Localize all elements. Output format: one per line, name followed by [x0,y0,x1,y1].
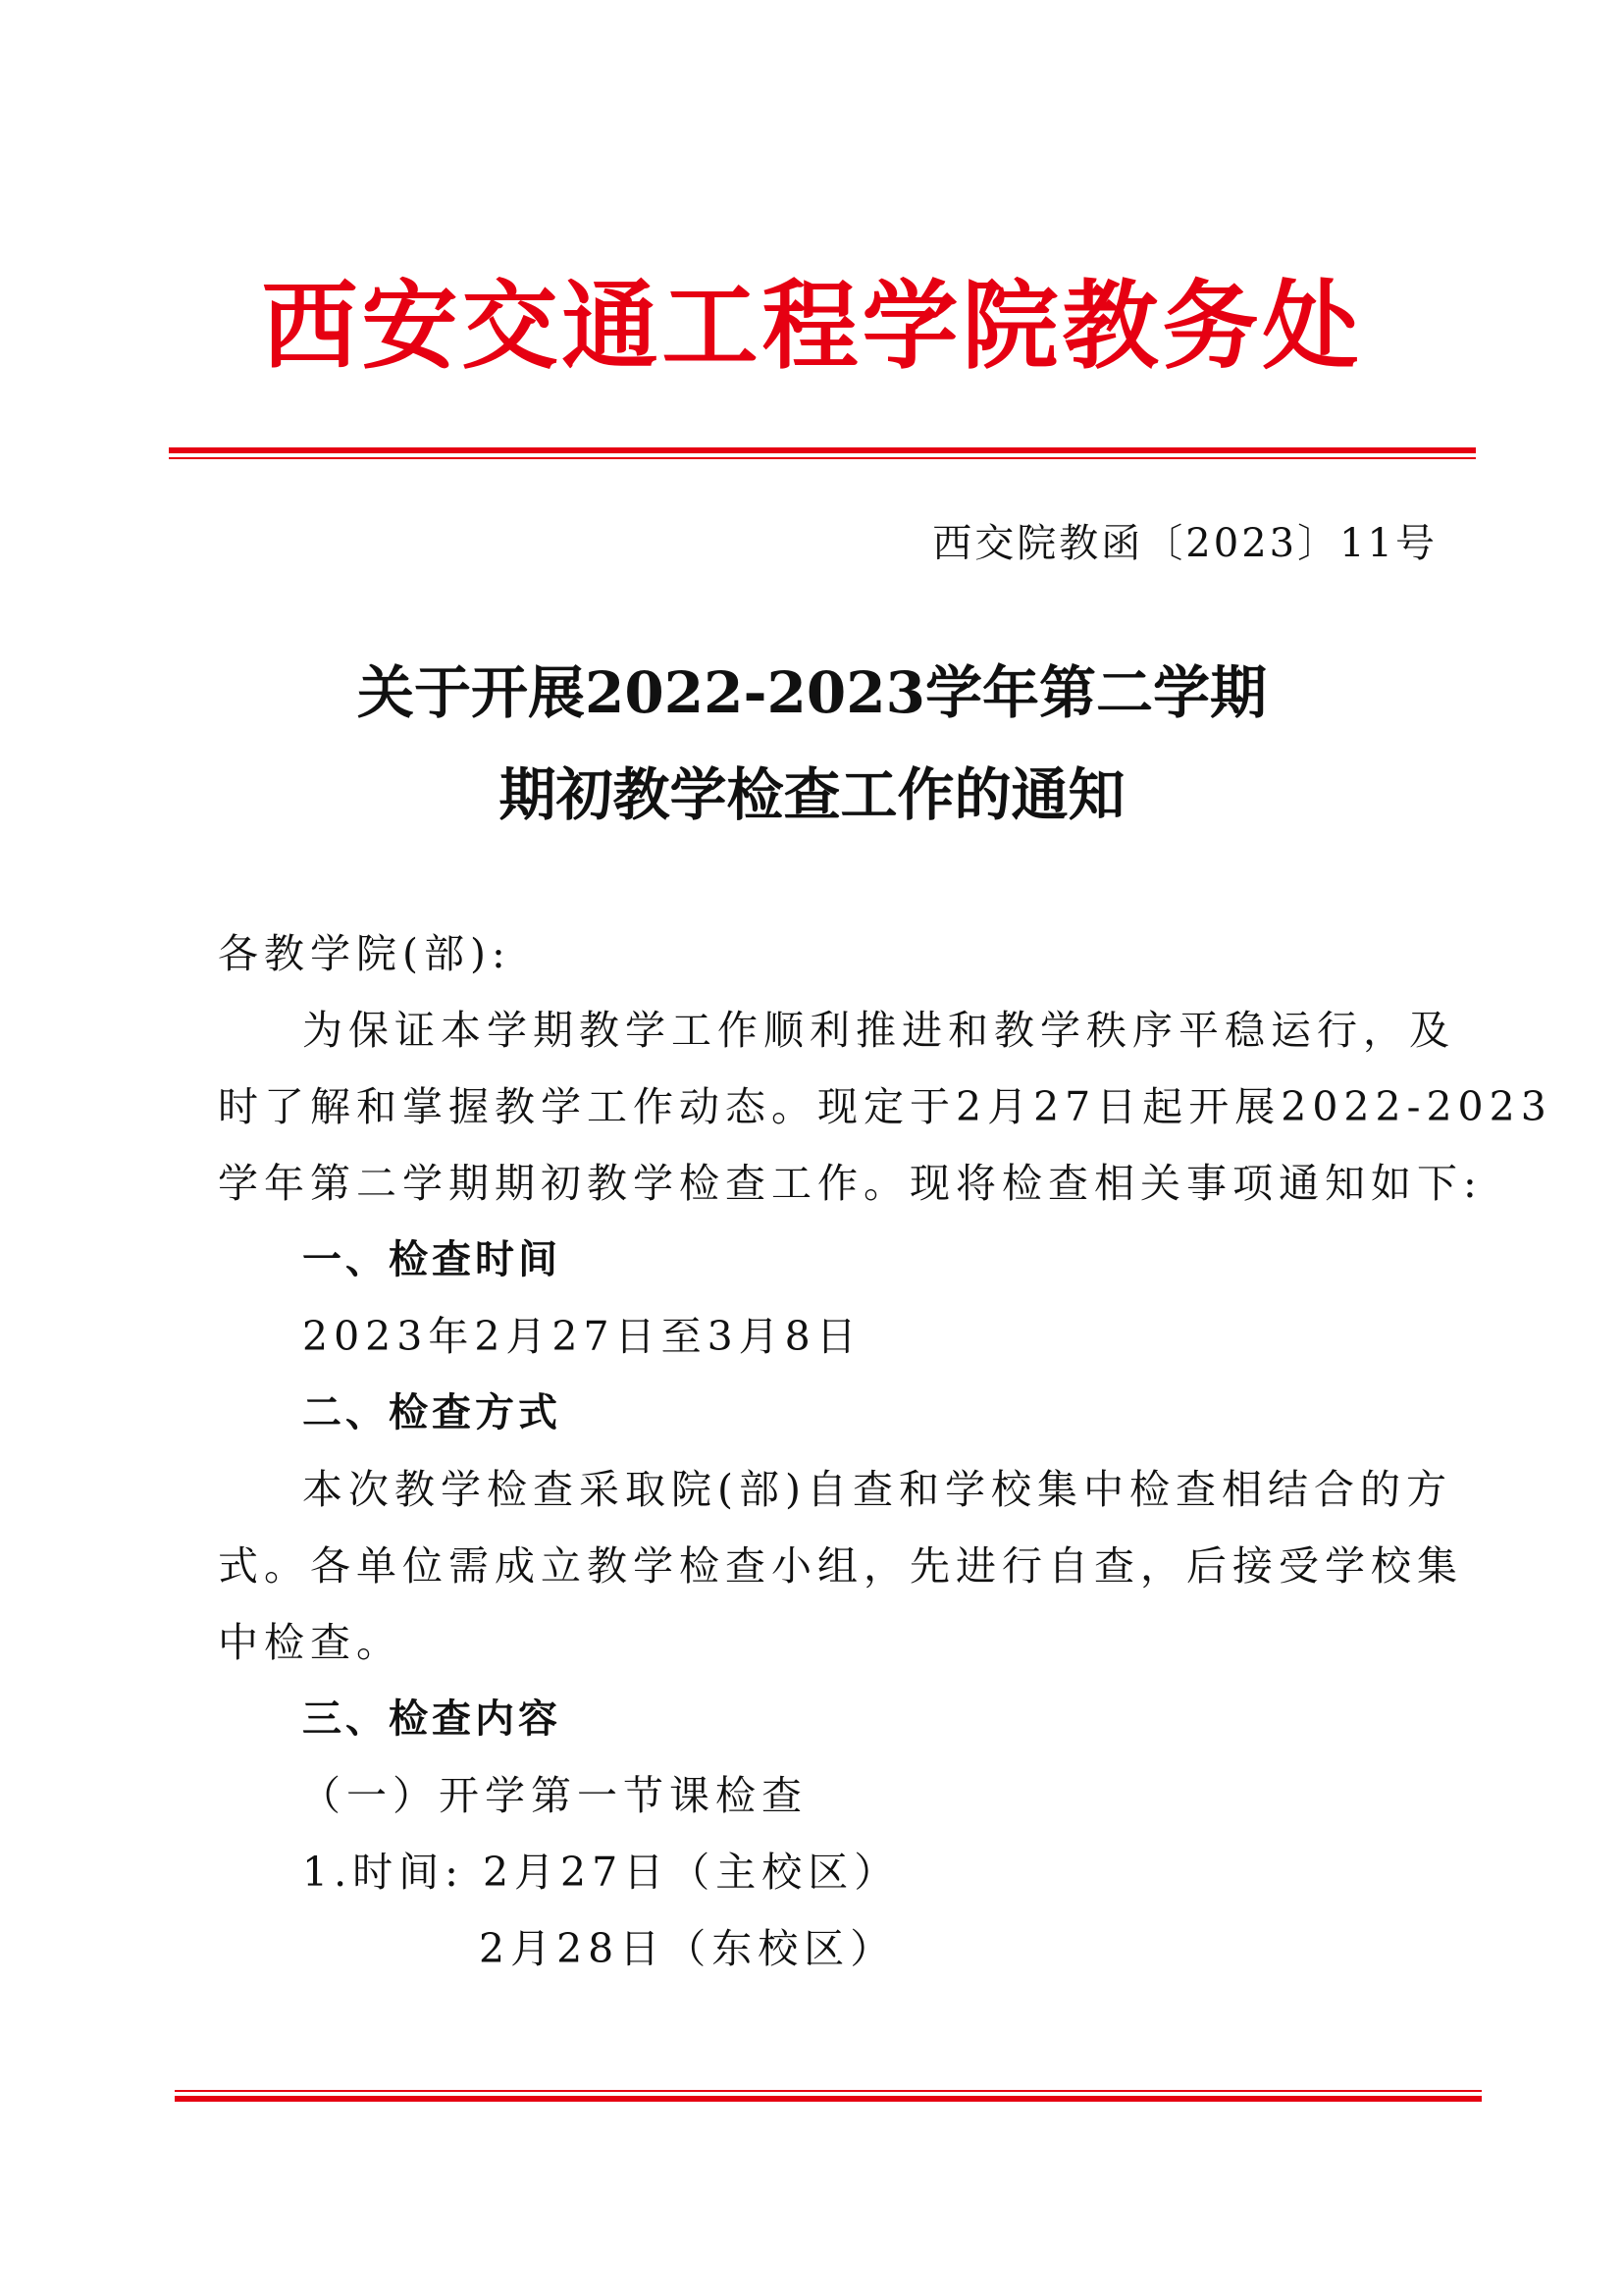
document-number: 西交院教函〔2023〕11号 [932,521,1438,566]
section-1-text: 2023年2月27日至3月8日 [302,1313,863,1360]
section-1-heading: 一、检查时间 [302,1237,561,1282]
header-red-rule-thin [169,457,1476,459]
footer-red-rule-thin [175,2090,1482,2092]
intro-line-3: 学年第二学期期初教学检查工作。现将检查相关事项通知如下: [218,1160,1483,1207]
section-3-heading: 三、检查内容 [302,1696,561,1742]
section-2-line-2: 式。各单位需成立教学检查小组，先进行自查，后接受学校集 [218,1542,1463,1590]
header-red-rule-thick [169,447,1476,453]
intro-line-1: 为保证本学期教学工作顺利推进和教学秩序平稳运行，及 [302,1007,1455,1054]
section-2-heading: 二、检查方式 [302,1390,561,1435]
section-2-line-1: 本次教学检查采取院(部)自查和学校集中检查相结合的方 [302,1466,1452,1513]
issuing-office-title: 西安交通工程学院教务处 [261,270,1363,383]
section-2-line-3: 中检查。 [218,1619,402,1666]
intro-line-2: 时了解和掌握教学工作动态。现定于2月27日起开展2022-2023 [218,1083,1552,1130]
section-3-subheading-1: （一）开学第一节课检查 [300,1772,808,1819]
section-3-time-line-1: 1.时间: 2月27日（主校区） [302,1849,901,1896]
salutation: 各教学院(部): [218,930,511,977]
footer-red-rule-thick [175,2096,1482,2102]
notice-title-line-2: 期初教学检查工作的通知 [498,761,1126,828]
notice-title-line-1: 关于开展2022-2023学年第二学期 [357,659,1267,726]
section-3-time-line-2: 2月28日（东校区） [479,1925,897,1972]
